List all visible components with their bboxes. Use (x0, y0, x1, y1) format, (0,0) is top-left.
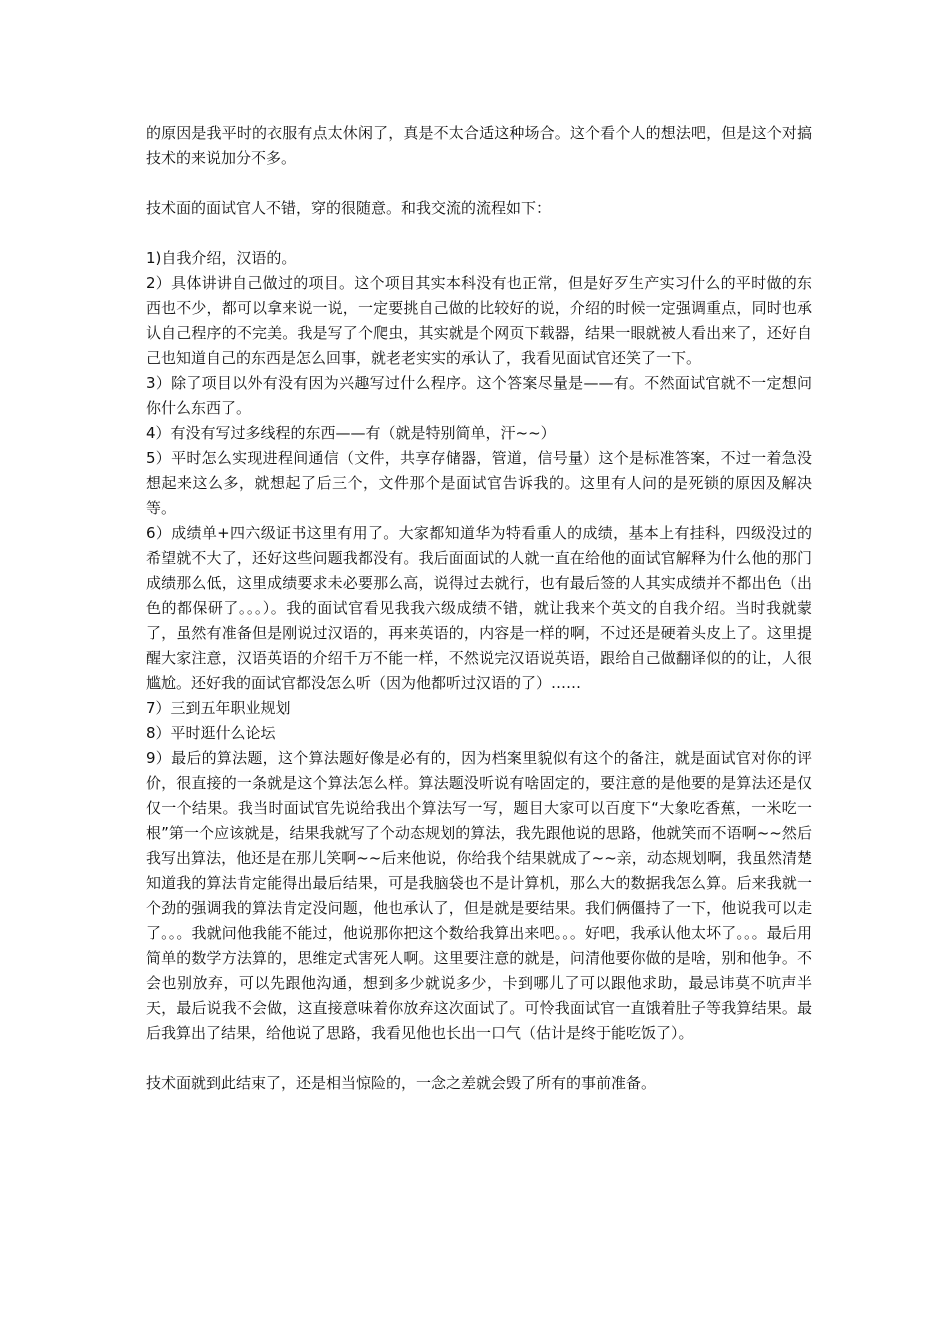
list-item-forums: 8）平时逛什么论坛 (146, 724, 276, 742)
document-body (146, 121, 812, 1096)
paragraph-interviewer-intro: 技术面的面试官人不错，穿的很随意。和我交流的流程如下： (146, 199, 552, 217)
paragraph-spacer (146, 1046, 812, 1071)
list-item-interest-programs: 3）除了项目以外有没有因为兴趣写过什么程序。这个答案尽量是——有。不然面试官就不一定想问你什么东西了。 (146, 374, 812, 417)
list-item-self-intro: 1)自我介绍，汉语的。 (146, 249, 297, 267)
list-item-career-plan: 7）三到五年职业规划 (146, 699, 291, 717)
list-item-project: 2）具体讲讲自己做过的项目。这个项目其实本科没有也正常，但是好歹生产实习什么的平时做的东西也不少，都可以拿来说一说，一定要挑自己做的比较好的说，介绍的时候一定强调重点，同时也承认自己程序的不完美。我是写了个爬虫，其实就是个网页下载器，结果一眼就被人看出来了，还好自己也知道自己的东西是怎么回事，就老老实实的承认了，我看见面试官还笑了一下。 (146, 274, 812, 367)
paragraph-dress-comment: 的原因是我平时的衣服有点太休闲了，真是不太合适这种场合。这个看个人的想法吧，但是这个对搞技术的来说加分不多。 (146, 124, 812, 167)
list-item-multithreading: 4）有没有写过多线程的东西——有（就是特别简单，汗~~） (146, 424, 556, 442)
paragraph-spacer (146, 221, 812, 246)
paragraph-spacer (146, 171, 812, 196)
paragraph-conclusion: 技术面就到此结束了，还是相当惊险的，一念之差就会毁了所有的事前准备。 (146, 1074, 657, 1092)
list-item-algorithm: 9）最后的算法题，这个算法题好像是必有的，因为档案里貌似有这个的备注，就是面试官对你的评价，很直接的一条就是这个算法怎么样。算法题没听说有啥固定的，要注意的是他要的是算法还是仅仅一个结果。我当时面试官先说给我出个算法写一写，题目大家可以百度下“大象吃香蕉，一米吃一根”第一个应该就是，结果我就写了个动态规划的算法，我先跟他说的思路，他就笑而不语啊~~然后我写出算法，他还是在那儿笑啊~~后来他说，你给我个结果就成了~~亲，动态规划啊，我虽然清楚知道我的算法肯定能得出最后结果，可是我脑袋也不是计算机，那么大的数据我怎么算。后来我就一个劲的强调我的算法肯定没问题，他也承认了，但是就是要结果。我们俩僵持了一下，他说我可以走了。。。我就问他我能不能过，他说那你把这个数给我算出来吧。。。好吧，我承认他太坏了。。。最后用简单的数学方法算的，思维定式害死人啊。这里要注意的就是，问清他要你做的是啥，别和他争。不会也别放弃，可以先跟他沟通，想到多少就说多少，卡到哪儿了可以跟他求助，最忌讳莫不吭声半天，最后说我不会做，这直接意味着你放弃这次面试了。可怜我面试官一直饿着肚子等我算结果。最后我算出了结果，给他说了思路，我看见他也长出一口气（估计是终于能吃饭了）。 (146, 749, 812, 1042)
list-item-transcript: 6）成绩单+四六级证书这里有用了。大家都知道华为特看重人的成绩，基本上有挂科，四级没过的希望就不大了，还好这些问题我都没有。我后面面试的人就一直在给他的面试官解释为什么他的那门成绩那么低，这里成绩要求未必要那么高，说得过去就行，也有最后签的人其实成绩并不都出色（出色的都保研了。。。）。我的面试官看见我我六级成绩不错，就让我来个英文的自我介绍。当时我就蒙了，虽然有准备但是刚说过汉语的，再来英语的，内容是一样的啊，不过还是硬着头皮上了。这里提醒大家注意，汉语英语的介绍千万不能一样，不然说完汉语说英语，跟给自己做翻译似的的让，人很尴尬。还好我的面试官都没怎么听（因为他都听过汉语的了）…… (146, 524, 812, 692)
list-item-ipc: 5）平时怎么实现进程间通信（文件，共享存储器，管道，信号量）这个是标准答案，不过一着急没想起来这么多，就想起了后三个，文件那个是面试官告诉我的。这里有人问的是死锁的原因及解决等。 (146, 449, 812, 517)
